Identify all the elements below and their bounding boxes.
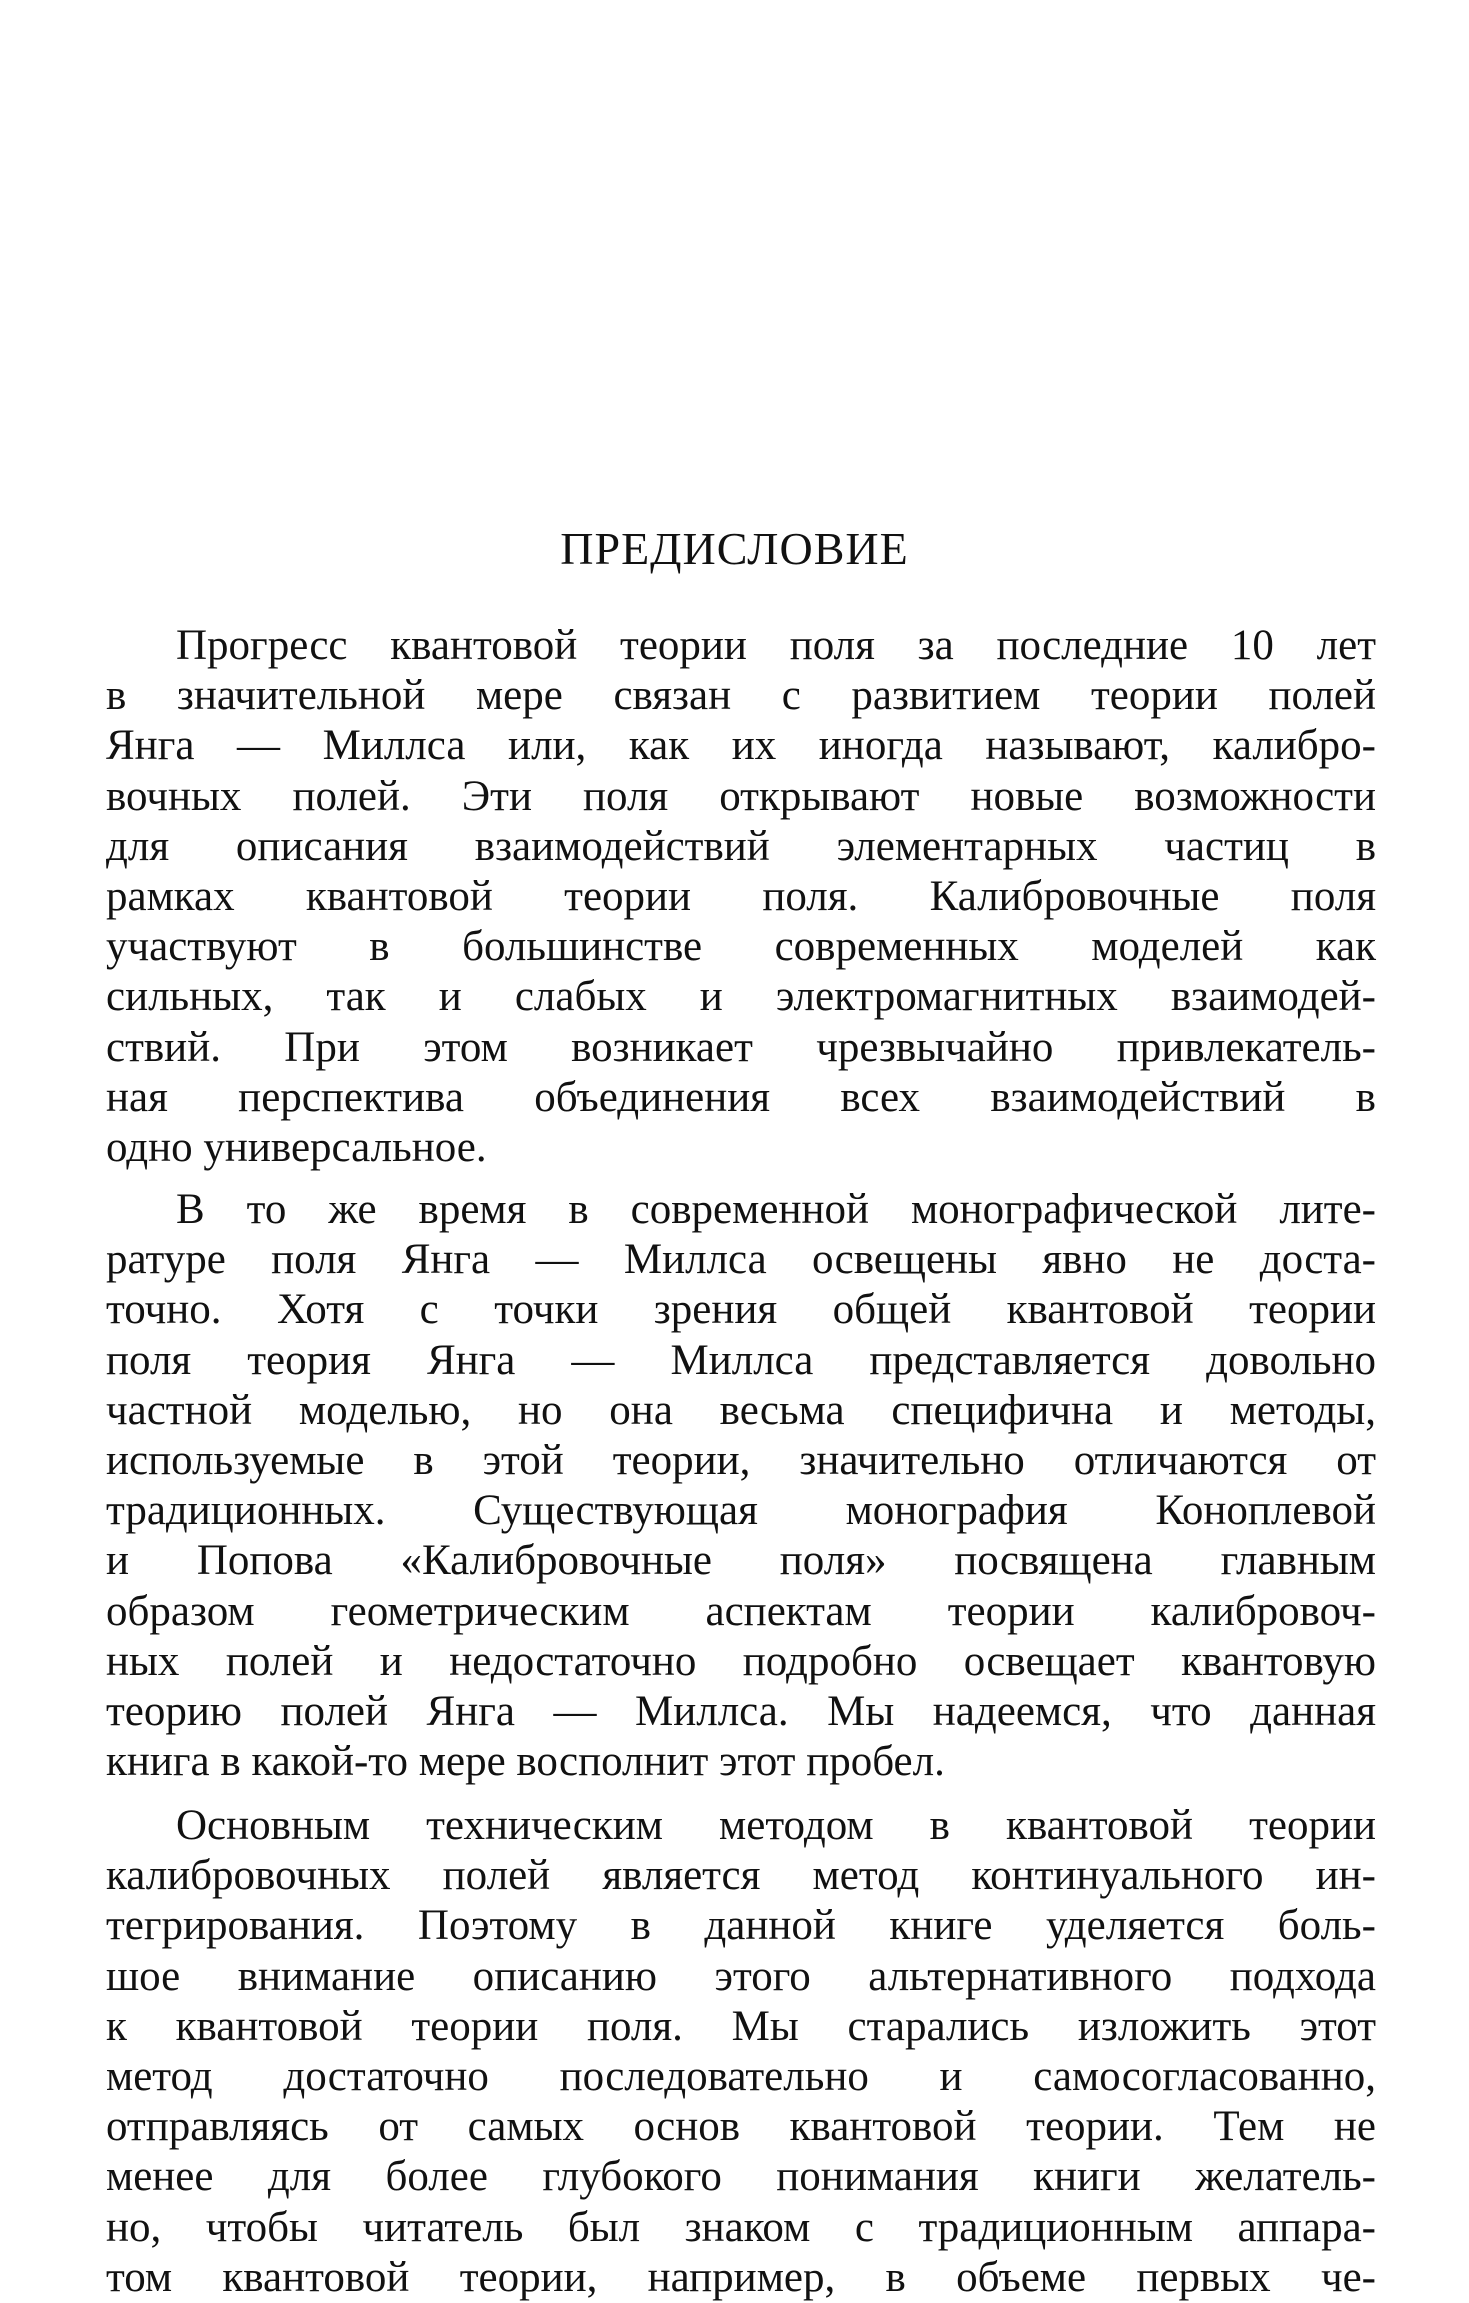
text-line: традиционных. Существующая монография Коноплевой bbox=[106, 1487, 1376, 1535]
text-line: ратуре поля Янга — Миллса освещены явно не доста- bbox=[106, 1236, 1376, 1284]
text-line: вочных полей. Эти поля открывают новые возможности bbox=[106, 772, 1376, 820]
text-line: Основным техническим методом в квантовой теории bbox=[176, 1802, 1376, 1849]
text-line: тегрирования. Поэтому в данной книге уделяется боль- bbox=[106, 1902, 1376, 1950]
text-line: том квантовой теории, например, в объеме первых че- bbox=[106, 2253, 1376, 2301]
page-title: ПРЕДИСЛОВИЕ bbox=[560, 523, 909, 574]
text-line: шое внимание описанию этого альтернативного подхода bbox=[106, 1952, 1376, 2000]
text-line: менее для более глубокого понимания книги желатель- bbox=[106, 2153, 1376, 2201]
text-line: рамках квантовой теории поля. Калибровочные поля bbox=[106, 872, 1376, 920]
text-line: точно. Хотя с точки зрения общей квантовой теории bbox=[106, 1286, 1376, 1334]
text-line: метод достаточно последовательно и самосогласованно, bbox=[106, 2052, 1376, 2100]
text-line: отправляясь от самых основ квантовой теории. Тем не bbox=[106, 2103, 1376, 2151]
text-line: одно универсальное. bbox=[106, 1123, 487, 1171]
text-line: для описания взаимодействий элементарных частиц в bbox=[106, 822, 1376, 870]
text-line: В то же время в современной монографической лите- bbox=[176, 1186, 1376, 1233]
text-line: ных полей и недостаточно подробно освещает квантовую bbox=[106, 1637, 1376, 1685]
text-line: но, чтобы читатель был знаком с традиционным аппара- bbox=[106, 2203, 1376, 2251]
text-line: калибровочных полей является метод континуального ин- bbox=[106, 1852, 1376, 1900]
text-line: Прогресс квантовой теории поля за последние 10 лет bbox=[176, 622, 1376, 669]
paragraph-2 bbox=[106, 1185, 1376, 1787]
text-line: образом геометрическим аспектам теории калибровоч- bbox=[106, 1587, 1376, 1635]
text-line: ная перспектива объединения всех взаимодействий в bbox=[106, 1073, 1376, 1121]
text-line: используемые в этой теории, значительно отличаются от bbox=[106, 1436, 1376, 1484]
text-line: к квантовой теории поля. Мы старались изложить этот bbox=[106, 2002, 1376, 2050]
text-line: ствий. При этом возникает чрезвычайно привлекатель- bbox=[106, 1023, 1376, 1071]
text-line: в значительной мере связан с развитием теории полей bbox=[106, 672, 1376, 720]
text-line: сильных, так и слабых и электромагнитных взаимодей- bbox=[106, 973, 1376, 1021]
text-line: поля теория Янга — Миллса представляется довольно bbox=[106, 1336, 1376, 1384]
text-line: участвуют в большинстве современных моделей как bbox=[106, 923, 1376, 971]
text-line: книга в какой-то мере восполнит этот пробел. bbox=[106, 1738, 945, 1786]
text-line: Янга — Миллса или, как их иногда называют, калибро- bbox=[106, 722, 1376, 770]
text-line: теорию полей Янга — Миллса. Мы надеемся, что данная bbox=[106, 1687, 1376, 1735]
text-line: частной моделью, но она весьма специфична и методы, bbox=[106, 1386, 1376, 1434]
text-line: и Попова «Калибровочные поля» посвящена главным bbox=[106, 1537, 1376, 1585]
paragraph-1 bbox=[106, 621, 1376, 1173]
paragraph-3 bbox=[106, 1801, 1376, 2303]
